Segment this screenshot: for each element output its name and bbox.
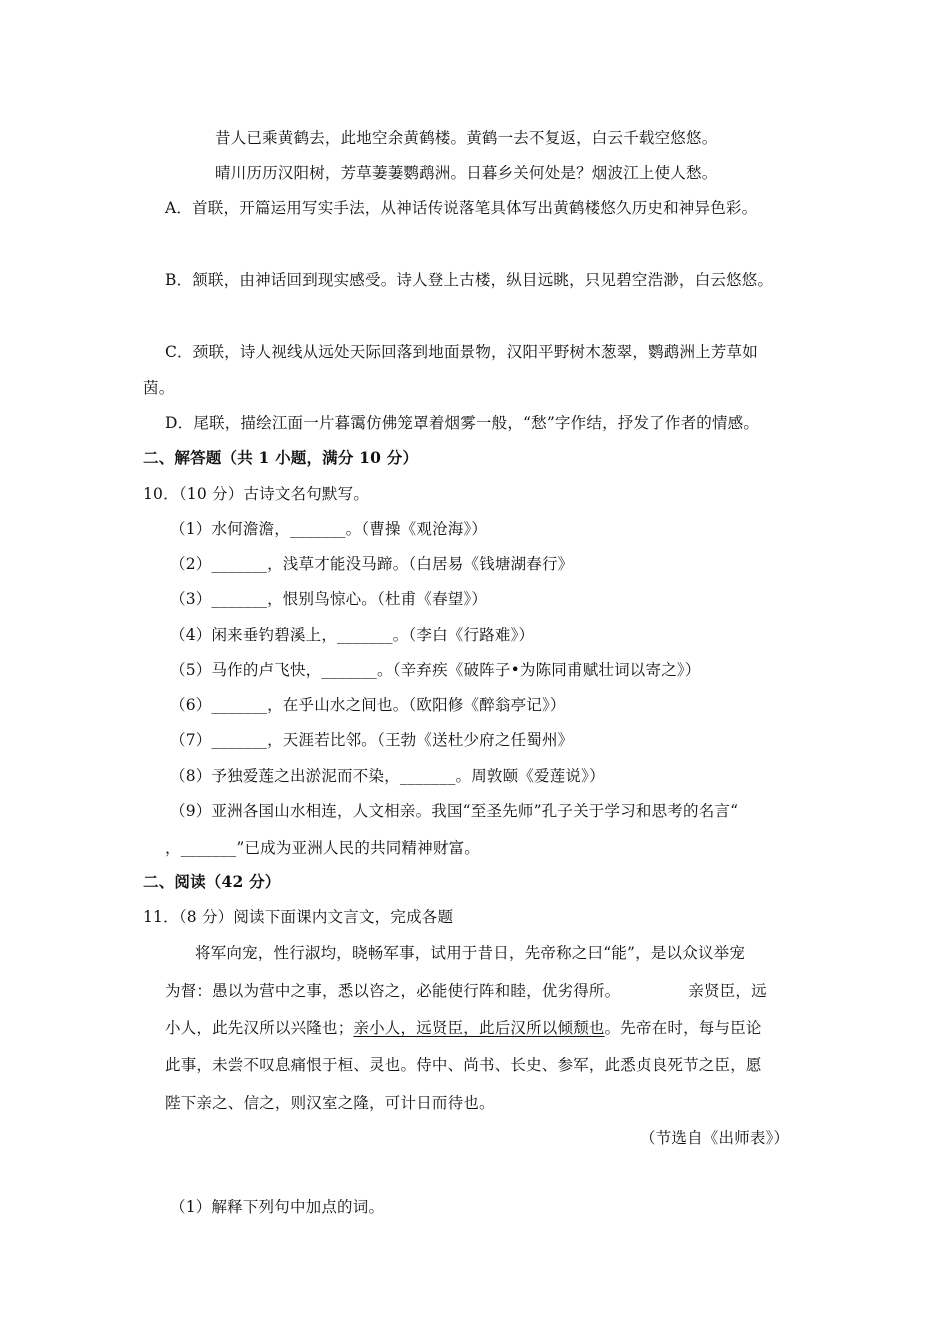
- passage-line-4: 此事，未尝不叹息痛恨于桓、灵也。侍中、尚书、长史、参军，此悉贞良死节之臣，愿: [165, 1056, 762, 1074]
- section-heading-answers: 二、解答题（共 1 小题，满分 10 分）: [143, 448, 419, 467]
- fill-item-1: （1）水何澹澹，_______。（曹操《观沧海》）: [170, 520, 488, 538]
- passage-source: （节选自《出师表》）: [640, 1129, 790, 1147]
- option-d: D．尾联，描绘江面一片暮霭仿佛笼罩着烟雾一般，“愁”字作结，抒发了作者的情感。: [165, 414, 760, 432]
- passage-line-3: [165, 1018, 762, 1038]
- fill-item-4: （4）闲来垂钓碧溪上，_______。（李白《行路难》）: [170, 626, 535, 644]
- passage-line-3-part-a: 小人，此先汉所以兴隆也；: [165, 1019, 354, 1037]
- fill-item-9: （9）亚洲各国山水相连，人文相亲。我国“至圣先师”孔子关于学习和思考的名言“: [170, 802, 739, 820]
- fill-item-2: （2）_______，浅草才能没马蹄。（白居易《钱塘湖春行》: [170, 555, 574, 573]
- passage-line-2-part-a: 为督：愚以为营中之事，悉以咨之，必能使行阵和睦，优劣得所。: [165, 982, 621, 1000]
- poem-line-2: 晴川历历汉阳树，芳草萋萋鹦鹉洲。日暮乡关何处是？烟波江上使人愁。: [215, 164, 718, 182]
- question-10: 10．（10 分）古诗文名句默写。: [143, 485, 370, 503]
- passage-line-5: 陛下亲之、信之，则汉室之隆，可计日而待也。: [165, 1094, 495, 1112]
- fill-item-9-cont: ，_______”已成为亚洲人民的共同精神财富。: [165, 839, 480, 857]
- question-11: 11．（8 分）阅读下面课内文言文，完成各题: [143, 908, 454, 926]
- poem-line-1: 昔人已乘黄鹤去，此地空余黄鹤楼。黄鹤一去不复返，白云千载空悠悠。: [215, 129, 718, 147]
- option-b: B．颔联，由神话回到现实感受。诗人登上古楼，纵目远眺，只见碧空浩渺，白云悠悠。: [165, 271, 774, 289]
- fill-item-5: （5）马作的卢飞快，_______。（辛弃疾《破阵子•为陈同甫赋壮词以寄之》）: [170, 661, 701, 679]
- passage-line-1: 将军向宠，性行淑均，晓畅军事，试用于昔日，先帝称之曰“能”，是以众议举宠: [195, 944, 746, 962]
- option-c-line-2: 茵。: [143, 379, 175, 397]
- passage-line-2: [165, 981, 767, 1001]
- fill-item-3: （3）_______，恨别鸟惊心。（杜甫《春望》）: [170, 590, 488, 608]
- passage-line-3-part-b: 。先帝在时，每与臣论: [604, 1019, 762, 1037]
- section-heading-reading: 二、阅读（42 分）: [143, 872, 281, 891]
- sub-question-1: （1）解释下列句中加点的词。: [170, 1198, 385, 1216]
- fill-item-6: （6）_______，在乎山水之间也。（欧阳修《醉翁亭记》）: [170, 696, 566, 714]
- option-c-line-1: C．颈联，诗人视线从远处天际回落到地面景物，汉阳平野树木葱翠，鹦鹉洲上芳草如: [165, 343, 758, 361]
- fill-item-8: （8）予独爱莲之出淤泥而不染，_______。周敦颐《爱莲说》）: [170, 767, 605, 785]
- underlined-sentence: 亲小人，远贤臣，此后汉所以倾颓也: [353, 1019, 605, 1037]
- fill-item-7: （7）_______，天涯若比邻。（王勃《送杜少府之任蜀州》: [170, 731, 574, 749]
- passage-line-2-part-b: 亲贤臣，远: [688, 982, 767, 1000]
- option-a: A．首联，开篇运用写实手法，从神话传说落笔具体写出黄鹤楼悠久历史和神异色彩。: [165, 199, 758, 217]
